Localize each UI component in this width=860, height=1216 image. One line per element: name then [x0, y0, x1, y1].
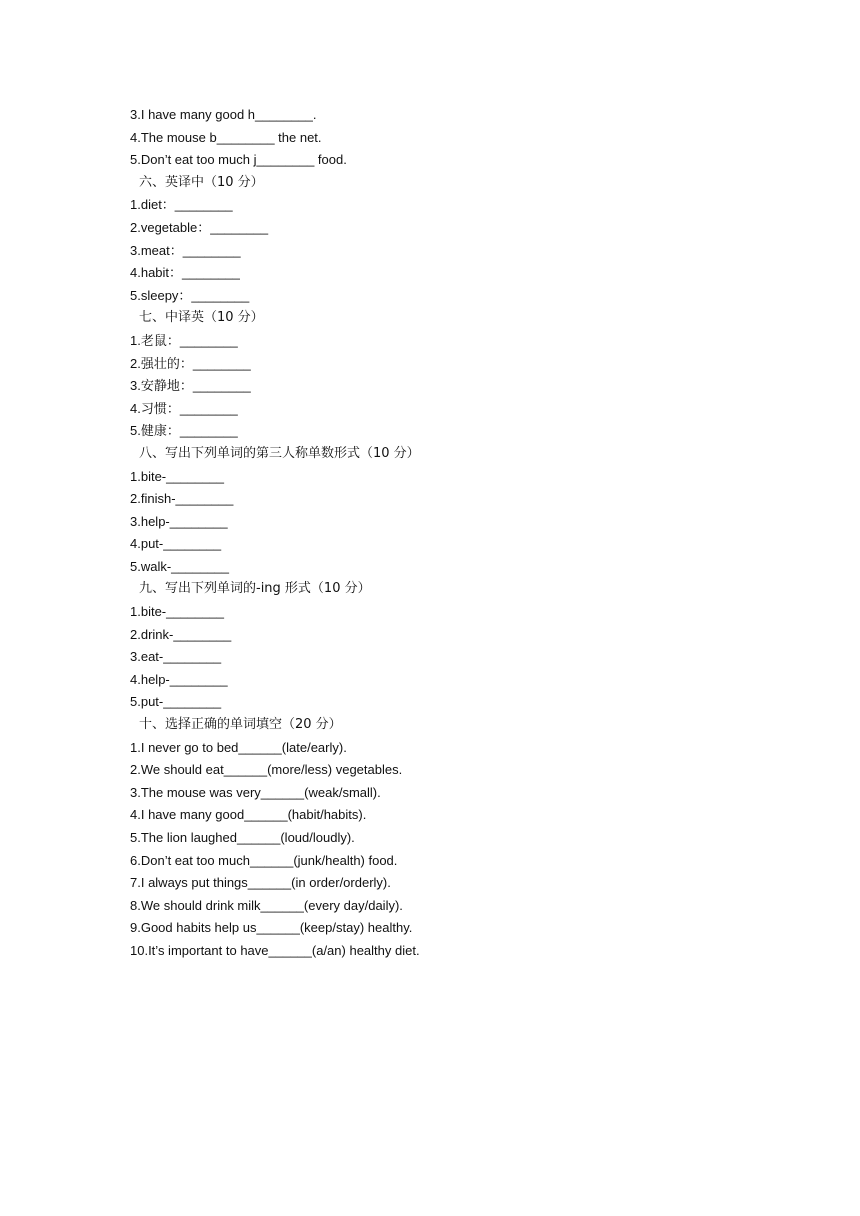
question-item: 4.习惯：________: [130, 400, 238, 416]
section-heading: 六、英译中（10 分）: [139, 174, 264, 190]
question-item: 2.强壮的：________: [130, 355, 251, 371]
question-item: 3.The mouse was very______(weak/small).: [130, 784, 381, 800]
question-item: 2.finish-________: [130, 491, 234, 507]
question-item: 7.I always put things______(in order/orderly).: [130, 875, 391, 891]
question-item: 5.put-________: [130, 694, 222, 710]
question-item: 5.The lion laughed______(loud/loudly).: [130, 830, 355, 845]
question-item: 5.健康：________: [130, 423, 238, 439]
question-item: 2.drink-________: [130, 626, 232, 642]
question-item: 8.We should drink milk______(every day/daily).: [130, 897, 403, 913]
question-item: 3.meat：________: [130, 242, 241, 258]
question-item: 4.I have many good______(habit/habits).: [130, 807, 367, 823]
question-item: 1.I never go to bed______(late/early).: [130, 739, 347, 755]
section-heading: 十、选择正确的单词填空（20 分）: [139, 717, 342, 733]
question-item: 1.bite-________: [130, 468, 224, 484]
question-item: 5.sleepy：________: [130, 287, 250, 303]
section-heading: 七、中译英（10 分）: [139, 310, 264, 326]
question-item: 2.vegetable：________: [130, 219, 269, 235]
question-item: 3.eat-________: [130, 649, 222, 665]
section-heading: 八、写出下列单词的第三人称单数形式（10 分）: [139, 445, 420, 461]
question-item: 10.It’s important to have______(a/an) healthy diet.: [130, 942, 420, 958]
question-item: 4.The mouse b________ the net.: [130, 129, 322, 145]
question-item: 1.diet：________: [130, 197, 233, 213]
question-item: 5.walk-________: [130, 558, 230, 574]
question-item: 4.habit：________: [130, 265, 240, 281]
question-item: 9.Good habits help us______(keep/stay) healthy.: [130, 920, 413, 936]
question-item: 4.help-________: [130, 671, 228, 687]
question-item: 5.Don’t eat too much j________ food.: [130, 152, 347, 168]
question-item: 2.We should eat______(more/less) vegetables.: [130, 762, 403, 778]
question-item: 6.Don’t eat too much______(junk/health) food.: [130, 852, 398, 868]
section-heading: 九、写出下列单词的-ing 形式（10 分）: [139, 581, 371, 597]
question-item: 1.bite-________: [130, 604, 224, 620]
question-item: 3.安静地：________: [130, 378, 251, 394]
question-item: 1.老鼠：________: [130, 332, 238, 348]
question-item: 4.put-________: [130, 536, 222, 552]
worksheet-page: [130, 104, 830, 963]
question-item: 3.help-________: [130, 513, 228, 529]
question-item: 3.I have many good h________.: [130, 107, 317, 122]
